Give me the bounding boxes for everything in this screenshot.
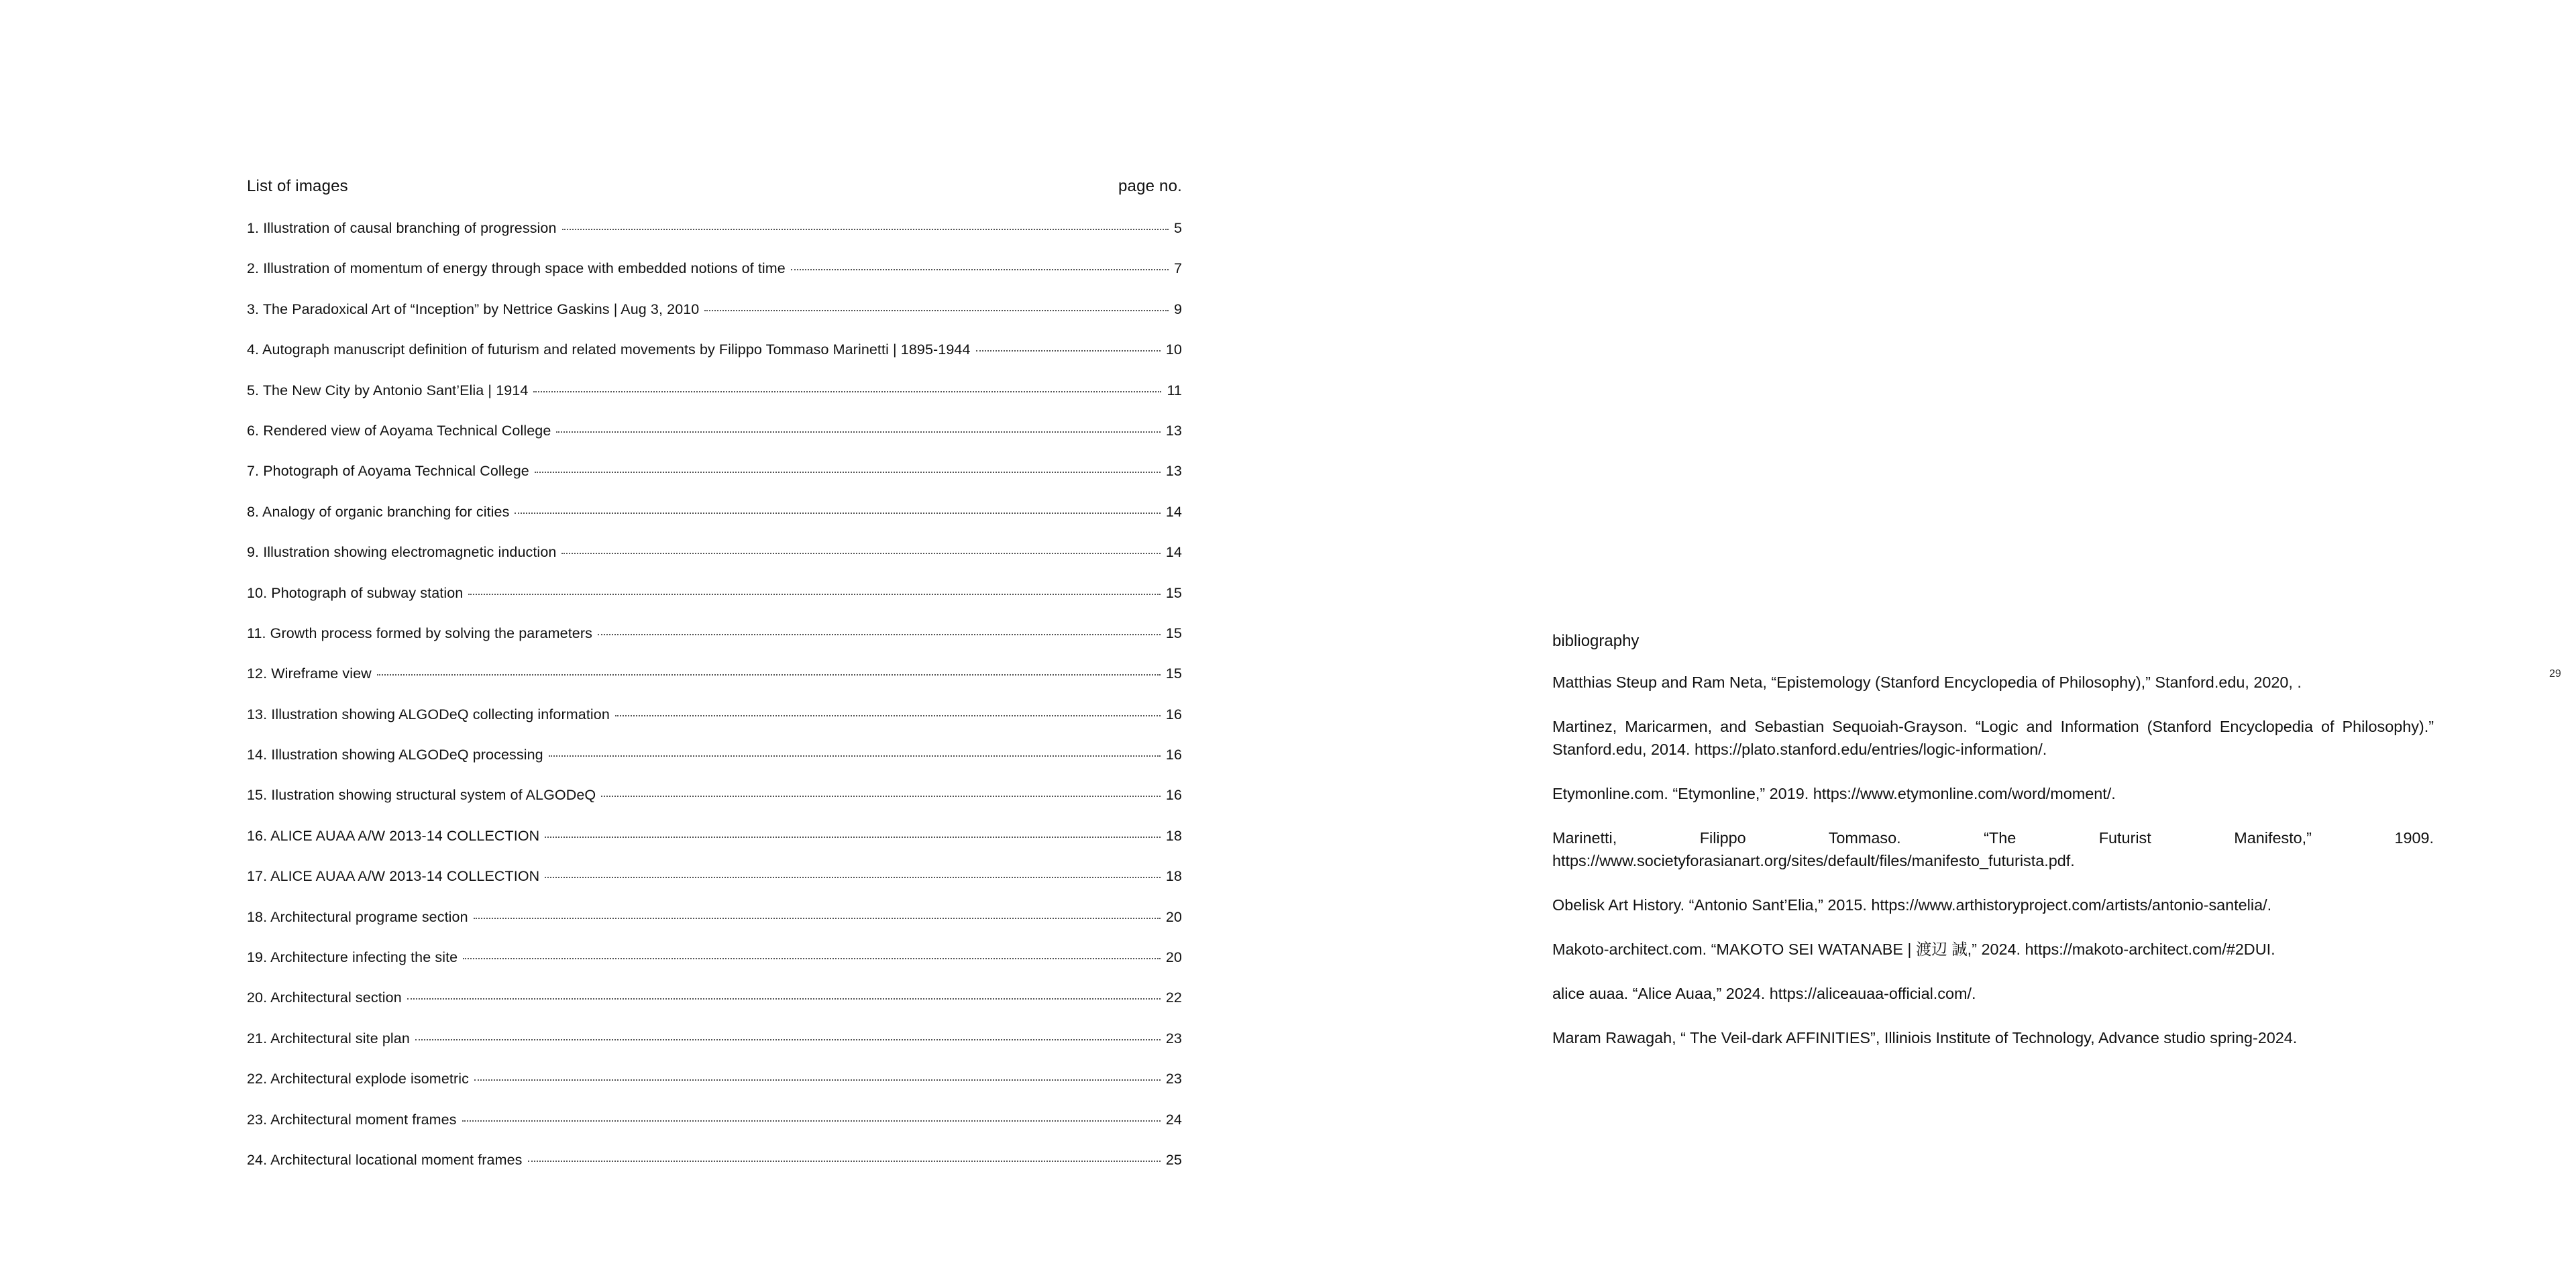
toc-item-title: 7. Photograph of Aoyama Technical College xyxy=(247,463,529,480)
toc-row xyxy=(247,949,1182,989)
bibliography-entry: Makoto-architect.com. “MAKOTO SEI WATANABE | 渡辺 誠,” 2024. https://makoto-architect.com/#2DUI. xyxy=(1552,941,2275,958)
toc-item-page: 5 xyxy=(1173,220,1182,236)
toc-item-page: 16 xyxy=(1165,787,1182,804)
toc-item-page: 15 xyxy=(1165,625,1182,641)
bibliography-entry: Martinez, Maricarmen, and Sebastian Sequoiah-Grayson. “Logic and Information (Stanford Encyclopedia of Philosophy).” Stanford.edu, 2014. https://plato.stanford.edu/entries/logic-information/. xyxy=(1552,718,2434,758)
toc-row xyxy=(247,423,1182,463)
toc-item-title: 20. Architectural section xyxy=(247,989,402,1006)
dotted-leader xyxy=(535,472,1161,473)
toc-item-page: 18 xyxy=(1165,868,1182,885)
toc-item-page: 15 xyxy=(1165,584,1182,601)
dotted-leader xyxy=(463,958,1161,959)
toc-item-page: 9 xyxy=(1173,301,1182,317)
toc-item-page: 16 xyxy=(1165,747,1182,763)
dotted-leader xyxy=(976,350,1161,352)
bibliography-entry: Maram Rawagah, “ The Veil-dark AFFINITIES”, Illiniois Institute of Technology, Advance studio spring-2024. xyxy=(1552,1029,2298,1046)
dotted-leader xyxy=(545,877,1161,878)
dotted-leader xyxy=(561,553,1160,554)
bibliography-entry: Marinetti, Filippo Tommaso. “The Futurist Manifesto,” 1909. https://www.societyforasianart.org/sites/default/files/manifesto_futurista.pdf. xyxy=(1552,829,2434,869)
right-page xyxy=(1288,0,2576,1288)
dotted-leader xyxy=(791,269,1169,270)
toc-row xyxy=(247,787,1182,827)
toc-item-page: 14 xyxy=(1165,503,1182,520)
toc-item-page: 25 xyxy=(1165,1151,1182,1168)
toc-item-title: 3. The Paradoxical Art of “Inception” by Nettrice Gaskins | Aug 3, 2010 xyxy=(247,301,700,317)
bibliography-entry: Obelisk Art History. “Antonio Sant’Elia,” 2015. https://www.arthistoryproject.com/artists/antonio-santelia/. xyxy=(1552,896,2272,914)
toc-row xyxy=(247,747,1182,787)
toc-item-page: 15 xyxy=(1165,665,1182,682)
toc-item-page: 20 xyxy=(1165,949,1182,966)
toc-item-title: 21. Architectural site plan xyxy=(247,1030,410,1046)
toc-item-title: 12. Wireframe view xyxy=(247,665,372,682)
toc-heading: List of images xyxy=(247,177,348,195)
toc-item-title: 15. Ilustration showing structural system of ALGODeQ xyxy=(247,787,596,804)
bibliography-list xyxy=(1552,671,2434,1071)
toc-item-title: 11. Growth process formed by solving the parameters xyxy=(247,625,592,641)
dotted-leader xyxy=(601,796,1161,797)
toc-page-column-label: page no. xyxy=(1118,177,1182,195)
toc-item-title: 22. Architectural explode isometric xyxy=(247,1071,469,1087)
toc-row xyxy=(247,1112,1182,1152)
dotted-leader xyxy=(598,634,1161,635)
dotted-leader xyxy=(474,918,1161,919)
dotted-leader xyxy=(549,755,1161,757)
dotted-leader xyxy=(704,310,1169,311)
toc-item-title: 9. Illustration showing electromagnetic induction xyxy=(247,544,557,561)
toc-item-title: 19. Architecture infecting the site xyxy=(247,949,458,966)
toc-item-page: 7 xyxy=(1173,260,1182,277)
dotted-leader xyxy=(468,594,1161,595)
bibliography-entry: Etymonline.com. “Etymonline,” 2019. https://www.etymonline.com/word/moment/. xyxy=(1552,785,2116,802)
toc-row xyxy=(247,463,1182,503)
toc-item-page: 10 xyxy=(1165,341,1182,358)
toc-row xyxy=(247,868,1182,908)
toc-item-title: 17. ALICE AUAA A/W 2013-14 COLLECTION xyxy=(247,868,540,885)
bibliography-entry: Matthias Steup and Ram Neta, “Epistemology (Stanford Encyclopedia of Philosophy),” Stanford.edu, 2020, . xyxy=(1552,674,2302,691)
toc-row xyxy=(247,1030,1182,1071)
toc-row xyxy=(247,220,1182,260)
toc-row xyxy=(247,1152,1182,1192)
toc-row xyxy=(247,544,1182,584)
toc-row xyxy=(247,585,1182,625)
toc-item-page: 20 xyxy=(1165,908,1182,925)
dotted-leader xyxy=(377,674,1161,676)
toc-item-title: 1. Illustration of causal branching of progression xyxy=(247,220,557,236)
toc-row xyxy=(247,625,1182,665)
toc-item-title: 13. Illustration showing ALGODeQ collecting information xyxy=(247,706,610,722)
toc-row xyxy=(247,504,1182,544)
dotted-leader xyxy=(545,837,1161,838)
toc-item-page: 18 xyxy=(1165,827,1182,844)
toc-header xyxy=(247,177,1182,196)
toc-row xyxy=(247,341,1182,382)
toc-item-page: 23 xyxy=(1165,1071,1182,1087)
toc-item-title: 5. The New City by Antonio Sant’Elia | 1914 xyxy=(247,382,529,398)
toc-item-title: 14. Illustration showing ALGODeQ processing xyxy=(247,747,543,763)
toc-item-page: 23 xyxy=(1165,1030,1182,1046)
toc-row xyxy=(247,1071,1182,1111)
toc-item-title: 10. Photograph of subway station xyxy=(247,584,464,601)
toc-list xyxy=(247,220,1182,1192)
bibliography-heading: bibliography xyxy=(1552,632,1640,650)
dotted-leader xyxy=(515,513,1160,514)
toc-row xyxy=(247,301,1182,341)
toc-item-page: 24 xyxy=(1165,1111,1182,1128)
toc-item-page: 13 xyxy=(1165,463,1182,480)
dotted-leader xyxy=(562,229,1169,230)
dotted-leader xyxy=(533,391,1161,392)
toc-row xyxy=(247,909,1182,949)
dotted-leader xyxy=(556,431,1160,433)
toc-item-title: 8. Analogy of organic branching for cities xyxy=(247,503,510,520)
toc-row xyxy=(247,382,1182,423)
dotted-leader xyxy=(415,1039,1161,1040)
toc-item-page: 11 xyxy=(1167,382,1182,398)
toc-row xyxy=(247,706,1182,747)
toc-item-page: 22 xyxy=(1165,989,1182,1006)
bibliography-entry: alice auaa. “Alice Auaa,” 2024. https://aliceauaa-official.com/. xyxy=(1552,985,1976,1002)
dotted-leader xyxy=(528,1161,1161,1162)
toc-item-page: 13 xyxy=(1165,422,1182,439)
toc-item-title: 4. Autograph manuscript definition of futurism and related movements by Filippo Tommaso Marinetti | 1895-1944 xyxy=(247,341,971,358)
toc-item-title: 16. ALICE AUAA A/W 2013-14 COLLECTION xyxy=(247,827,540,844)
dotted-leader xyxy=(462,1120,1161,1122)
toc-row xyxy=(247,665,1182,706)
toc-row xyxy=(247,989,1182,1030)
dotted-leader xyxy=(615,715,1161,716)
toc-item-title: 6. Rendered view of Aoyama Technical College xyxy=(247,422,551,439)
toc-item-title: 18. Architectural programe section xyxy=(247,908,468,925)
toc-row xyxy=(247,260,1182,301)
toc-item-title: 23. Architectural moment frames xyxy=(247,1111,457,1128)
toc-item-title: 24. Architectural locational moment frames xyxy=(247,1151,523,1168)
dotted-leader xyxy=(474,1079,1161,1081)
toc-row xyxy=(247,828,1182,868)
toc-item-page: 14 xyxy=(1165,544,1182,561)
toc-item-page: 16 xyxy=(1165,706,1182,722)
page-number: 29 xyxy=(2549,668,2561,680)
dotted-leader xyxy=(407,998,1161,1000)
toc-item-title: 2. Illustration of momentum of energy through space with embedded notions of time xyxy=(247,260,786,277)
